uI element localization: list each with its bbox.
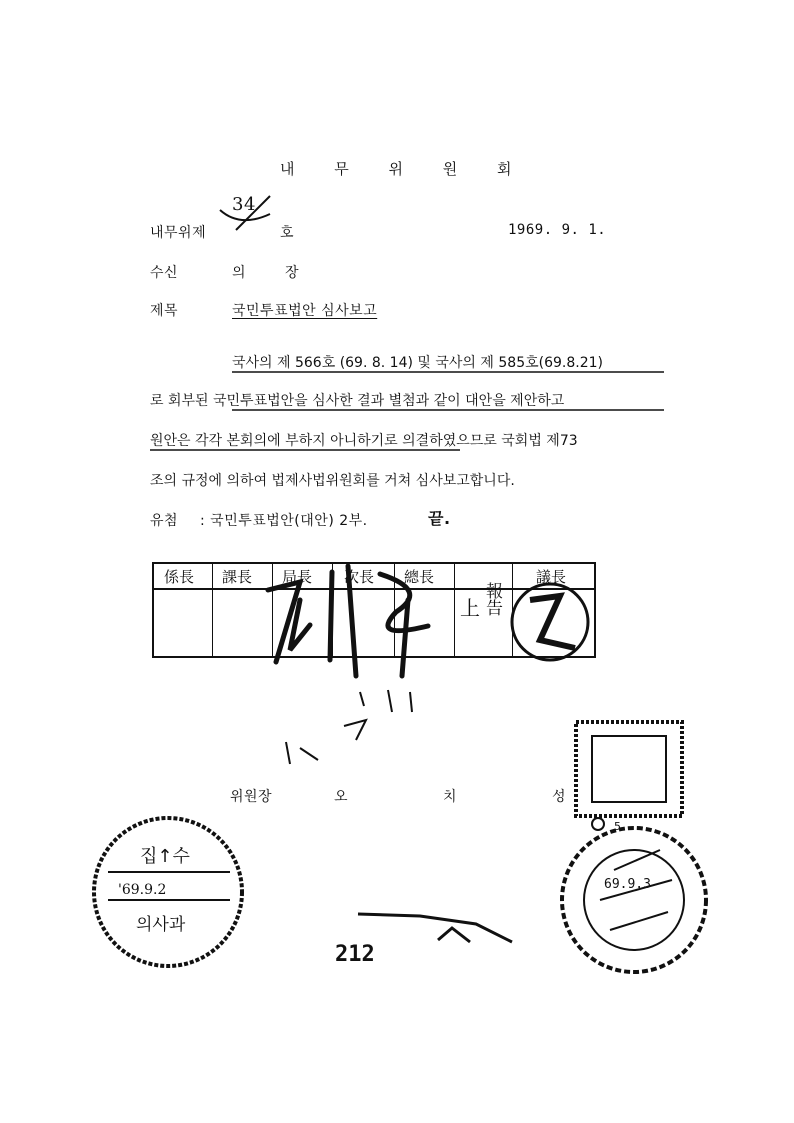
doc-number-suffix: 호 [280,225,295,241]
approval-label: 次長 [344,568,375,586]
doc-date: 1969. 9. 1. [508,222,607,238]
receipt-stamp-left [94,818,242,966]
bottom-signature-scribble [358,914,512,942]
approval-signature-scribble [268,566,428,676]
doc-number-label: 내무위제 [150,225,207,241]
svg-text:'69.9.2: '69.9.2 [118,882,167,898]
svg-text:69.9.3: 69.9.3 [604,877,651,892]
subject: 국민투표법안 심사보고 [232,303,378,319]
approval-label: 總長 [404,568,435,586]
signature-name: 오 치 성 [334,789,566,805]
svg-text:5: 5 [614,820,621,833]
date-scribble [286,690,412,764]
body-line-4: 조의 규정에 의하여 법제사법위원회를 거쳐 심사보고합니다. [150,473,515,489]
signature-square-seal [576,722,682,833]
signature-label: 위원장 [230,789,273,805]
body-line-3: 원안은 각각 본회의에 부하지 아니하기로 의결하였으므로 국회법 제73 [150,433,578,449]
doc-number-handwritten: 34 [232,194,256,215]
approval-label: 課長 [222,568,253,586]
approval-label: 局長 [282,568,313,586]
attachment-label: 유첨 [150,513,179,529]
end-mark: 끝. [428,509,451,528]
svg-text:의사과: 의사과 [136,915,186,935]
body-line-2: 로 회부된 국민투표법안을 심사한 결과 별첨과 같이 대안을 제안하고 [150,393,565,409]
svg-text:집↑수: 집↑수 [140,846,190,867]
approval-label: 係長 [164,568,195,586]
recipient-label: 수신 [150,265,179,281]
page-number: 212 [335,942,375,967]
receipt-stamp-right [562,828,706,972]
attachment: : 국민투표법안(대안) 2부. [200,513,368,529]
subject-label: 제목 [150,303,179,319]
approval-label: 上 [460,596,480,620]
handwritten-strike-mark [220,196,270,230]
body-line-1: 국사의 제 566호 (69. 8. 14) 및 국사의 제 585호(69.8.21) [232,355,603,371]
approval-round-seal [512,584,588,660]
body-underlines [150,372,664,450]
recipient: 의 장 [232,265,299,281]
approval-side-text: 報告 [482,582,502,616]
document-title: 내 무 위 원 회 [280,160,513,178]
approval-label: 議長 [536,568,567,586]
